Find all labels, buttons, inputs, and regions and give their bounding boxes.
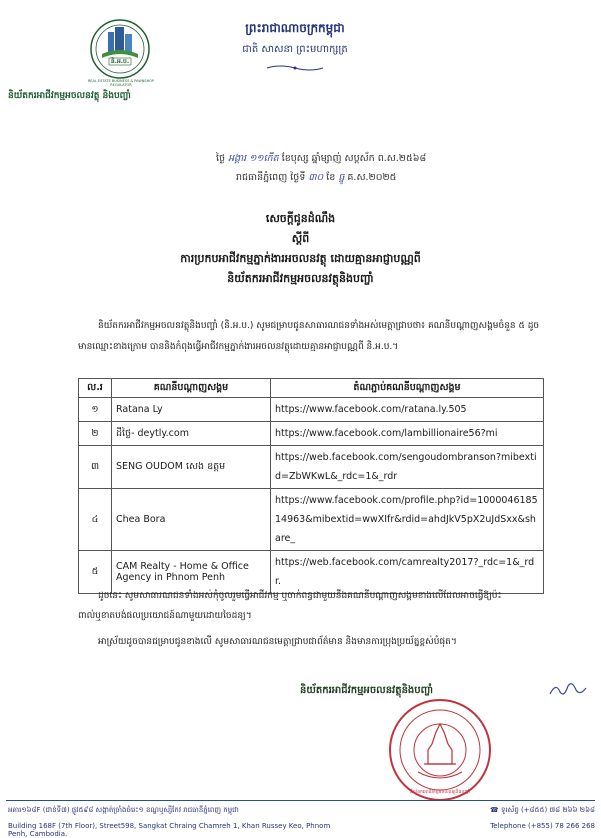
- lunar-day: អង្គារ ១១កើត: [228, 153, 279, 164]
- solar-month: ធ្នូ: [338, 172, 345, 183]
- logo-abbrev: និ.អ.ប.: [110, 58, 130, 65]
- account-link[interactable]: https://web.facebook.com/sengoudombranson?mibextid=ZbWKwL&_rdc=1&_rdr: [271, 446, 544, 489]
- footer-address-en: Building 168F (7th Floor), Street598, Sangkat Chraing Chamreh 1, Khan Russey Keo, Phnom Penh, Cambodia.: [8, 822, 331, 838]
- row-number: ៤: [79, 489, 112, 551]
- signature-org: និយ័តករអាជីវកម្មអចលនវត្ថុនិងបញ្ចាំ: [300, 685, 434, 696]
- logo-emblem-icon: [88, 18, 152, 80]
- footer-phone-km-text: ទូរស័ព្ទ (+៨៥៥) ៧៨ ២៦៦ ២៦៨: [501, 806, 595, 814]
- footer-address-km: អគារ១៦៨F (ជាន់ទី៧) ផ្លូវ៥៩៨ សង្កាត់ច្រាំងចំរេះ១ ខណ្ឌឬស្សីកែវ រាជធានីភ្នំពេញ កម្ពុជា: [8, 806, 239, 814]
- notice-title: សេចក្តីជូនដំណឹង: [265, 212, 336, 225]
- ornament-divider-icon: [265, 57, 325, 65]
- account-name: Chea Bora: [112, 489, 271, 551]
- row-number: ៥: [79, 551, 112, 594]
- solar-year: គ.ស.២០២៥: [347, 172, 397, 183]
- row-number: ២: [79, 422, 112, 446]
- accounts-table: [78, 378, 544, 594]
- solar-date: [236, 171, 576, 185]
- lunar-month: ខែបុស្ស: [281, 153, 309, 164]
- table-row: [79, 489, 544, 551]
- lunar-year: ឆ្នាំម្សាញ់ សប្តស័ក ព.ស.២៥៦៨: [311, 153, 427, 164]
- notice-subject: ការប្រកបអាជីវកម្មភ្នាក់ងារអចលនវត្ថុ ដោយគ្មានអាជ្ញាបណ្ណពី: [180, 252, 421, 265]
- signature-icon: [548, 680, 588, 700]
- solar-day: ៣០: [308, 172, 324, 183]
- account-link[interactable]: https://www.facebook.com/lambillionaire56?mi: [271, 422, 544, 446]
- account-name: SENG OUDOM សេង ឧត្តម: [112, 446, 271, 489]
- table-row: [79, 398, 544, 422]
- account-link[interactable]: https://www.facebook.com/profile.php?id=100004618514963&mibextid=wwXIfr&rdid=ahdJkV5pX2uJdSxx&share_: [271, 489, 544, 551]
- footer-phone-km: [430, 806, 595, 816]
- national-motto: ជាតិ សាសនា ព្រះមហាក្សត្រ: [242, 44, 348, 55]
- notice-subject-org: និយ័តករអាជីវកម្មអចលនវត្ថុនិងបញ្ចាំ: [227, 272, 374, 285]
- col-account: គណនីបណ្តាញសង្គម: [112, 379, 271, 398]
- account-link[interactable]: https://web.facebook.com/camrealty2017?_rdc=1&_rdr.: [271, 551, 544, 594]
- account-name: Ratana Ly: [112, 398, 271, 422]
- col-number: ល.រ: [79, 379, 112, 398]
- intro-paragraph: និយ័តករអាជីវកម្មអចលនវត្ថុនិងបញ្ចាំ (និ.អ.ប.) សូមជម្រាបជូនសាធារណជនទាំងអស់មេត្តាជ្រាបថា៖ គណនីបណ្តាញសង្គមចំនួន ៥ ដូចមានឈ្មោះខាងក្រោម បាននិងកំពុងធ្វើអាជីវកម្មភ្នាក់ងារអចលនវត្ថុដោយគ្មានអាជ្ញាបណ្ណពី និ.អ.ប.។: [78, 321, 540, 352]
- account-name: ដីថ្លៃ- deytly.com: [112, 422, 271, 446]
- notice-subject-label: ស្តីពី: [291, 232, 310, 245]
- footer-divider: [6, 800, 595, 801]
- closing-paragraph-2: អាស្រ័យដូចបានជម្រាបជូនខាងលើ សូមសាធារណជនមេត្តាជ្រាបជាព័ត៌មាន និងមានការប្រុងប្រយ័ត្នខ្ពស់បំផុត។: [98, 637, 457, 647]
- table-row: [79, 422, 544, 446]
- row-number: ១: [79, 398, 112, 422]
- solar-month-label: ខែ: [326, 172, 336, 183]
- kingdom-title: ព្រះរាជាណាចក្រកម្ពុជា: [245, 21, 345, 35]
- org-logo: [88, 18, 152, 80]
- footer-phone-en: Telephone (+855) 78 266 268: [490, 822, 595, 830]
- table-row: [79, 446, 544, 489]
- row-number: ៣: [79, 446, 112, 489]
- phone-icon: ☎: [490, 806, 499, 814]
- solar-prefix: រាជធានីភ្នំពេញ ថ្ងៃទី: [236, 172, 306, 183]
- logo-caption: REAL ESTATE BUSINESS & PAWNSHOP REGULATOR: [87, 79, 155, 87]
- lunar-prefix: ថ្ងៃ: [216, 153, 226, 164]
- closing-paragraph-1: ដូចនេះ សូមសាធារណជនទាំងអស់កុំចូលរួមធ្វើអាជីវកម្ម ឬចាក់ពន្ធជាមួយនឹងគណនីបណ្តាញសង្គមខាងលើដែលអាចធ្វើឱ្យប៉ះពាល់ឬខាតបង់ផលប្រយោជន៍ណាមួយដោយចៃដន្យ។: [78, 591, 502, 621]
- org-name: និយ័តករអាជីវកម្មអចលនវត្ថុ និងបញ្ចាំ: [8, 91, 131, 101]
- official-seal-icon: [388, 698, 492, 802]
- col-link: តំណភ្ជាប់គណនីបណ្តាញសង្គម: [271, 379, 544, 398]
- account-name: CAM Realty - Home & Office Agency in Phnom Penh: [112, 551, 271, 594]
- seal-text: និយ័តករអាជីវកម្មអចលនវត្ថុនិងបញ្ចាំ: [410, 790, 470, 795]
- lunar-date: [216, 152, 576, 166]
- table-header-row: [79, 379, 544, 398]
- account-link[interactable]: https://www.facebook.com/ratana.ly.505: [271, 398, 544, 422]
